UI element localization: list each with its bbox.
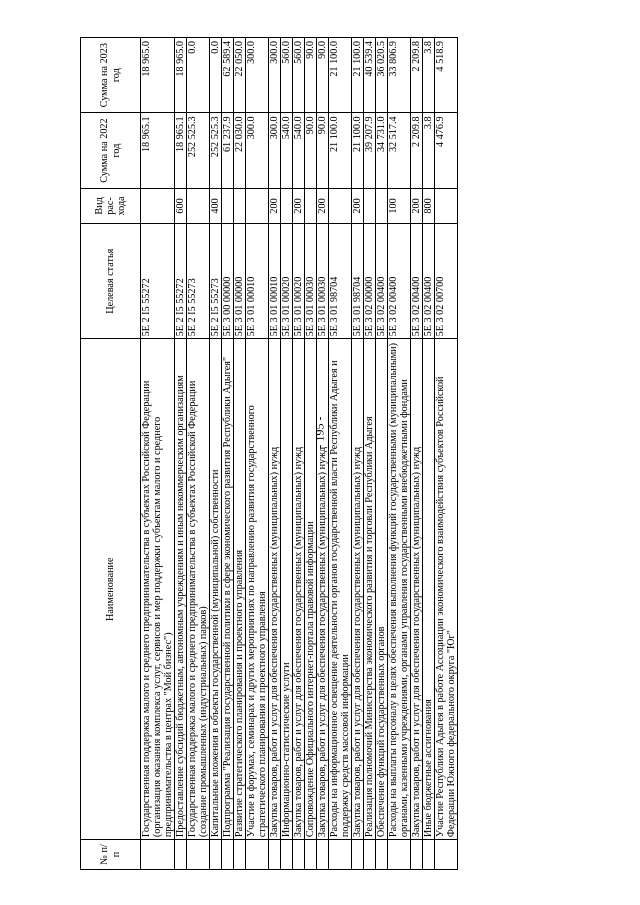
cell-sum-2023: 90.0 (317, 38, 329, 113)
cell-code: 5Е 2 I5 55273 (187, 224, 210, 339)
cell-sum-2023: 18 965.0 (141, 38, 175, 113)
cell-num (269, 840, 281, 870)
cell-sum-2023: 40 539.4 (364, 38, 376, 113)
cell-expense-type: 200 (411, 188, 423, 223)
cell-sum-2022: 300.0 (269, 113, 281, 188)
cell-sum-2023: 4 518.9 (435, 38, 458, 113)
table-row (187, 38, 210, 870)
cell-num (246, 840, 269, 870)
cell-name: Подпрограмма "Реализация государственной политики в сфере экономического развития Республики Адыгея" (222, 339, 234, 840)
cell-sum-2023: 90.0 (305, 38, 317, 113)
cell-name: Реализация полномочий Министерства экономического развития и торговли Республики Адыгея (364, 339, 376, 840)
cell-num (329, 840, 352, 870)
cell-sum-2022: 34 731.0 (376, 113, 388, 188)
table-row (435, 38, 458, 870)
cell-code: 5Е 3 00 00000 (222, 224, 234, 339)
cell-name: Расходы на выплаты персоналу в целях обеспечения выполнения функций государственными (муниципальными) органами, казенными учреждениями, органами управления государственными внебюджетными фондами (388, 339, 411, 840)
cell-sum-2022: 300.0 (246, 113, 269, 188)
cell-expense-type (246, 188, 269, 223)
cell-code: 5Е 3 02 00400 (411, 224, 423, 339)
table-row (317, 38, 329, 870)
cell-name: Информационно-статистические услуги (281, 339, 293, 840)
cell-sum-2023: 3.8 (423, 38, 435, 113)
cell-sum-2022: 540.0 (293, 113, 305, 188)
table-row (141, 38, 175, 870)
cell-name: Закупка товаров, работ и услуг для обеспечения государственных (муниципальных) нужд (317, 339, 329, 840)
table-row (364, 38, 376, 870)
cell-num (281, 840, 293, 870)
cell-num (187, 840, 210, 870)
cell-num (435, 840, 458, 870)
cell-name: Капитальные вложения в объекты государственной (муниципальной) собственности (210, 339, 222, 840)
cell-sum-2022: 61 237.9 (222, 113, 234, 188)
cell-expense-type: 200 (269, 188, 281, 223)
table-row (329, 38, 352, 870)
table-row (423, 38, 435, 870)
cell-num (141, 840, 175, 870)
cell-sum-2022: 32 517.4 (388, 113, 411, 188)
cell-sum-2023: 560.0 (293, 38, 305, 113)
cell-expense-type (222, 188, 234, 223)
budget-table (80, 37, 458, 870)
table-row (281, 38, 293, 870)
cell-expense-type (187, 188, 210, 223)
cell-code: 5Е 3 01 00030 (317, 224, 329, 339)
header-code: Целевая статья (81, 224, 141, 339)
header-num: № п/п (81, 840, 141, 870)
cell-sum-2022: 21 100.0 (352, 113, 364, 188)
cell-code: 5Е 3 02 00700 (435, 224, 458, 339)
cell-sum-2022: 90.0 (317, 113, 329, 188)
cell-sum-2022: 4 476.9 (435, 113, 458, 188)
table-row (293, 38, 305, 870)
cell-num (175, 840, 187, 870)
cell-expense-type: 400 (210, 188, 222, 223)
cell-sum-2023: 36 020.5 (376, 38, 388, 113)
cell-expense-type (364, 188, 376, 223)
cell-sum-2023: 62 589.4 (222, 38, 234, 113)
table-header-row (81, 38, 141, 870)
cell-sum-2023: 300.0 (246, 38, 269, 113)
cell-code: 5Е 2 I5 55273 (210, 224, 222, 339)
cell-num (293, 840, 305, 870)
header-sum-2023: Сумма на 2023 год (81, 38, 141, 113)
cell-sum-2022: 18 965.1 (141, 113, 175, 188)
cell-name: Государственная поддержка малого и среднего предпринимательства в субъектах Российской Федерации (организация оказания комплекса услуг, сервисов и мер поддержки субъектам малого и среднего предпринимательства в центрах "Мой бизнес") (141, 339, 175, 840)
cell-name: Развитие стратегического планирования и проектного управления (234, 339, 246, 840)
table-row (269, 38, 281, 870)
cell-num (364, 840, 376, 870)
cell-sum-2022: 22 030.0 (234, 113, 246, 188)
table-body (141, 38, 458, 870)
cell-num (317, 840, 329, 870)
cell-sum-2023: 21 100.0 (352, 38, 364, 113)
cell-num (376, 840, 388, 870)
table-row (376, 38, 388, 870)
cell-name: Участие в форумах, семинарах и других мероприятиях по направлению развития государственного стратегического планирования и проектного управления (246, 339, 269, 840)
table-row (305, 38, 317, 870)
cell-sum-2022: 39 207.9 (364, 113, 376, 188)
cell-name: Сопровождение Официального интернет-портала правовой информации (305, 339, 317, 840)
cell-num (388, 840, 411, 870)
cell-code: 5Е 3 01 00030 (305, 224, 317, 339)
table-row (175, 38, 187, 870)
cell-code: 5Е 3 01 98704 (329, 224, 352, 339)
cell-name: Иные бюджетные ассигнования (423, 339, 435, 840)
cell-num (411, 840, 423, 870)
table-row (234, 38, 246, 870)
cell-expense-type (376, 188, 388, 223)
rotated-page (80, 37, 575, 870)
cell-expense-type (141, 188, 175, 223)
cell-name: Закупка товаров, работ и услуг для обеспечения государственных (муниципальных) нужд (293, 339, 305, 840)
cell-sum-2022: 21 100.0 (329, 113, 352, 188)
cell-sum-2023: 22 050.0 (234, 38, 246, 113)
cell-expense-type: 200 (293, 188, 305, 223)
cell-num (210, 840, 222, 870)
header-type: Вид рас- хода (81, 188, 141, 223)
table-row (388, 38, 411, 870)
table-row (352, 38, 364, 870)
cell-sum-2023: 18 965.0 (175, 38, 187, 113)
cell-expense-type: 100 (388, 188, 411, 223)
table-row (210, 38, 222, 870)
cell-sum-2022: 252 525.3 (210, 113, 222, 188)
cell-expense-type (234, 188, 246, 223)
cell-code: 5Е 3 01 00020 (281, 224, 293, 339)
cell-code: 5Е 3 02 00400 (423, 224, 435, 339)
cell-code: 5Е 3 02 00000 (364, 224, 376, 339)
cell-sum-2023: 21 100.0 (329, 38, 352, 113)
cell-code: 5Е 3 01 00010 (246, 224, 269, 339)
cell-code: 5Е 3 01 00000 (234, 224, 246, 339)
cell-expense-type (435, 188, 458, 223)
cell-num (305, 840, 317, 870)
table-row (222, 38, 234, 870)
cell-code: 5Е 3 02 00400 (388, 224, 411, 339)
cell-expense-type (329, 188, 352, 223)
cell-sum-2023: 2 209.8 (411, 38, 423, 113)
cell-name: Закупка товаров, работ и услуг для обеспечения государственных (муниципальных) нужд (269, 339, 281, 840)
cell-sum-2023: 0.0 (210, 38, 222, 113)
cell-expense-type (281, 188, 293, 223)
cell-code: 5Е 2 I5 55272 (175, 224, 187, 339)
cell-code: 5Е 3 01 00010 (269, 224, 281, 339)
cell-num (352, 840, 364, 870)
cell-sum-2022: 2 209.8 (411, 113, 423, 188)
cell-sum-2022: 540.0 (281, 113, 293, 188)
page-number: - 195 - (312, 416, 327, 449)
cell-sum-2022: 3.8 (423, 113, 435, 188)
cell-expense-type (305, 188, 317, 223)
header-sum-2022: Сумма на 2022 год (81, 113, 141, 188)
cell-name: Предоставление субсидий бюджетным, автономным учреждениям и иным некоммерческим организациям (175, 339, 187, 840)
cell-name: Государственная поддержка малого и среднего предпринимательства в субъектах Российской Федерации (создание промышленных (индустриальных) парков) (187, 339, 210, 840)
cell-code: 5Е 3 01 00020 (293, 224, 305, 339)
cell-name: Обеспечение функций государственных органов (376, 339, 388, 840)
cell-expense-type: 200 (352, 188, 364, 223)
table-row (246, 38, 269, 870)
cell-expense-type: 600 (175, 188, 187, 223)
cell-name: Расходы на информационное освещение деятельности органов государственной власти Республики Адыгея и поддержку средств массовой информации (329, 339, 352, 840)
cell-expense-type: 800 (423, 188, 435, 223)
cell-code: 5Е 3 01 98704 (352, 224, 364, 339)
header-name: Наименование (81, 339, 141, 840)
cell-sum-2023: 300.0 (269, 38, 281, 113)
cell-code: 5Е 3 02 00400 (376, 224, 388, 339)
cell-sum-2022: 252 525.3 (187, 113, 210, 188)
cell-sum-2023: 33 806.9 (388, 38, 411, 113)
cell-name: Участие Республики Адыгея в работе Ассоциации экономического взаимодействия субъектов Российской Федерации Южного федерального округа "Юг" (435, 339, 458, 840)
cell-name: Закупка товаров, работ и услуг для обеспечения государственных (муниципальных) нужд (411, 339, 423, 840)
cell-sum-2023: 0.0 (187, 38, 210, 113)
cell-num (222, 840, 234, 870)
cell-num (234, 840, 246, 870)
cell-sum-2023: 560.0 (281, 38, 293, 113)
cell-code: 5Е 2 I5 55272 (141, 224, 175, 339)
cell-expense-type: 200 (317, 188, 329, 223)
cell-sum-2022: 90.0 (305, 113, 317, 188)
table-row (411, 38, 423, 870)
cell-num (423, 840, 435, 870)
cell-sum-2022: 18 965.1 (175, 113, 187, 188)
cell-name: Закупка товаров, работ и услуг для обеспечения государственных (муниципальных) нужд (352, 339, 364, 840)
